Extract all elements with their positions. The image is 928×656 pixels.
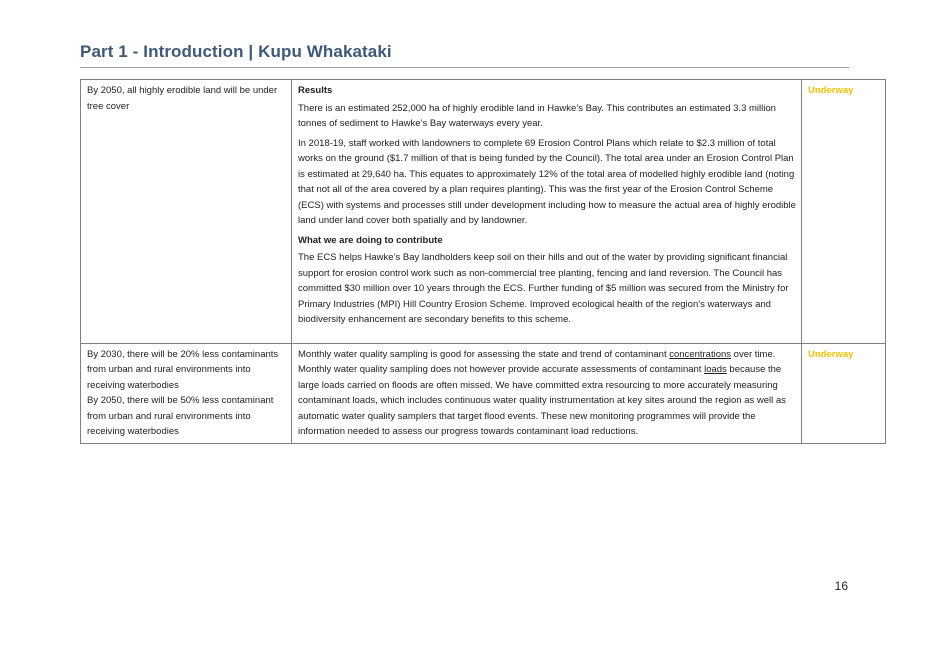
page-number: 16 [834, 579, 848, 593]
title-divider [80, 67, 849, 68]
status-cell [802, 343, 886, 443]
table-row [81, 80, 886, 344]
text-span: over time. Monthly water quality sampling does not however provide accurate assessments of contaminant [298, 348, 776, 375]
table-row [81, 343, 886, 443]
paragraph: In 2018-19, staff worked with landowners to complete 69 Erosion Control Plans which relate to $2.3 million of total works on the ground ($1.7 million of that is being funded by the Council). The total area under an Erosion Control Plan is estimated at 29,640 ha. This equates to approximately 12% of the total area of modelled highly erodible land (noting that not all of the area covered by a plan requires planting). This was the first year of the Erosion Control Scheme (ECS) with systems and processes still under development including how to measure the actual area of highly erodible land under land cover both spatially and by landowner. [298, 137, 796, 226]
goal-cell [81, 80, 292, 344]
text-span: Monthly water quality sampling is good for assessing the state and trend of contaminant [298, 348, 670, 360]
goal-cell [81, 343, 292, 443]
status-badge: Underway [808, 85, 854, 96]
status-badge: Underway [808, 348, 854, 360]
goal-text: By 2030, there will be 20% less contaminants from urban and rural environments into receiving waterbodies [87, 348, 279, 391]
section-heading-contribute: What we are doing to contribute [298, 234, 443, 246]
paragraph: There is an estimated 252,000 ha of highly erodible land in Hawke’s Bay. This contributes an estimated 3.3 million tonnes of sediment to Hawke’s Bay waterways every year. [298, 102, 776, 129]
goal-text: By 2050, there will be 50% less contaminant from urban and rural environments into receiving waterbodies [87, 395, 274, 437]
section-heading-results: Results [298, 85, 333, 96]
page-title: Part 1 - Introduction | Kupu Whakataki [80, 42, 392, 61]
status-cell [802, 80, 886, 344]
paragraph: The ECS helps Hawke’s Bay landholders keep soil on their hills and out of the water by providing significant financial support for erosion control work such as non-commercial tree planting, fencing and land reversion. The Council has committed $30 million over 10 years through the ECS. Further funding of $5 million was secured from the Ministry for Primary Industries (MPI) Hill Country Erosion Scheme. Improved ecological health of the region’s waterways and biodiversity enhancement are secondary benefits to this scheme. [298, 252, 789, 325]
detail-cell [292, 80, 802, 344]
underlined-term: loads [704, 364, 727, 375]
text-span: because the large loads carried on floods are often missed. We have committed extra resourcing to more accurately measuring contaminant loads, which includes continuous water quality instrumentation at key sites around the region as well as automatic water quality samplers that target flood events. These new monitoring programmes will provide the information needed to assess our progress towards contaminant load reductions. [298, 364, 786, 437]
detail-cell [292, 343, 802, 443]
paragraph [298, 347, 796, 440]
goal-text: By 2050, all highly erodible land will be under tree cover [87, 85, 278, 112]
goals-table [80, 79, 886, 444]
underlined-term: concentrations [669, 348, 732, 360]
